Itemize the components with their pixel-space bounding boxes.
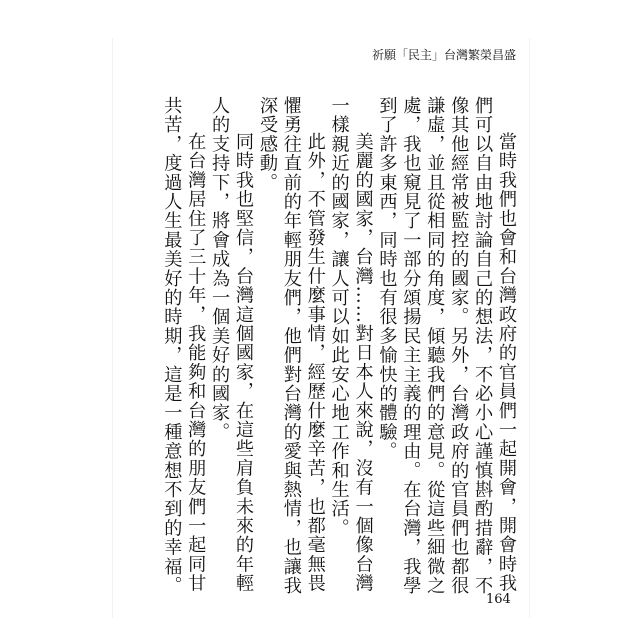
paragraph-4: 同時我也堅信，台灣這個國家，在這些肩負未來的年輕人的支持下，將會成為一個美好的國家。	[209, 96, 255, 594]
page-number: 164	[486, 592, 511, 607]
body-text	[158, 96, 518, 596]
running-header: 祈願「民主」台灣繁榮昌盛	[372, 48, 517, 62]
paragraph-5: 在台灣居住了三十年，我能夠和台灣的朋友們一起同甘共苦，度過人生最美好的時期，這是一種意想不到的幸福。	[161, 96, 207, 596]
paragraph-2: 美麗的國家，台灣……對日本人來說，沒有一個像台灣一樣親近的國家，讓人可以如此安心地工作和生活。	[328, 96, 374, 594]
paragraph-1: 當時我們也會和台灣政府的官員們一起開會，開會時我們可以自由地討論自己的想法，不必小心謹慎斟酌措辭，不像其他經常被監控的國家。另外，台灣政府的官員們也都很謙虛，並且從相同的角度，傾聽我們的意見。從這些細微之處，我也窺見了一部分頌揚民主主義的理由。在台灣，我學到了許多東西，同時也有很多愉快的體驗。	[376, 96, 517, 596]
paragraph-3: 此外，不管發生什麼事情，經歷什麼辛苦，也都毫無畏懼勇往直前的年輕朋友們，他們對台灣的愛與熱情，也讓我深受感動。	[256, 96, 326, 596]
